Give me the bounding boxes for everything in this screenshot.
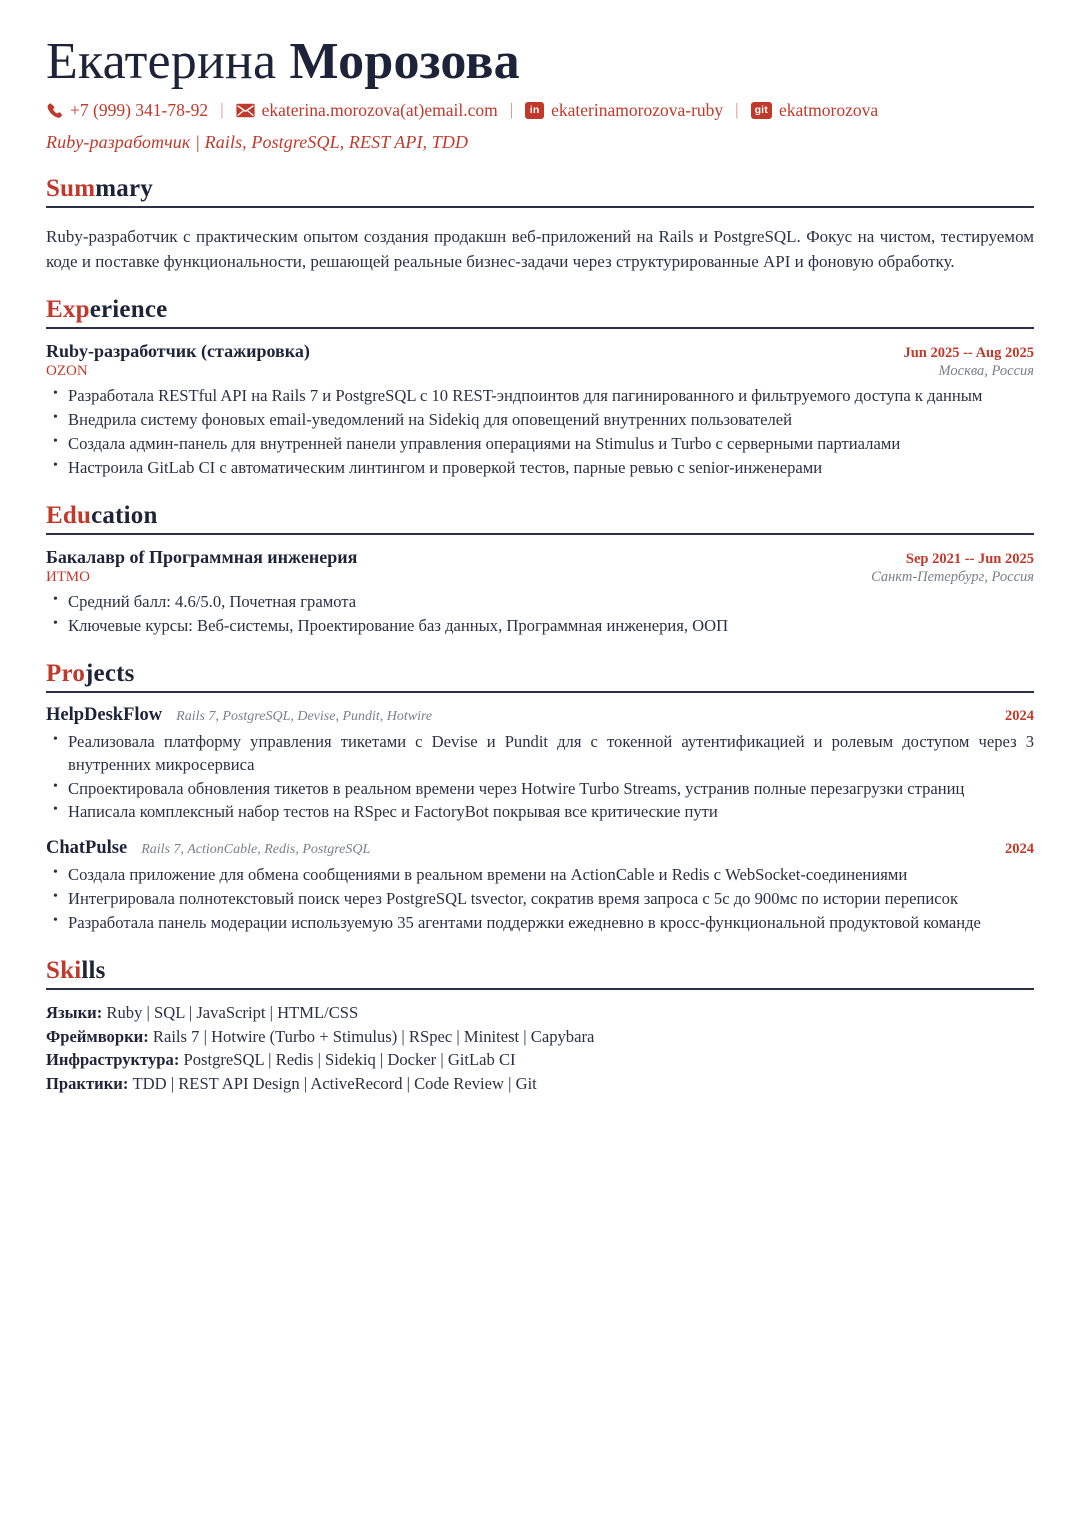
project-stack: Rails 7, PostgreSQL, Devise, Pundit, Hotwire [176, 708, 433, 724]
project-stack: Rails 7, ActionCable, Redis, PostgreSQL [141, 842, 371, 858]
list-item: • Внедрила систему фоновых email-уведомлений на Sidekiq для оповещений внутренних пользователей [46, 409, 1034, 432]
project-name: HelpDeskFlow [46, 704, 163, 725]
section-experience [46, 296, 1034, 480]
resume-header [46, 34, 1034, 153]
school-name: ИТМО [46, 569, 90, 585]
list-item: • Настроила GitLab CI с автоматическим линтингом и проверкой тестов, парные ревью с senior-инженерами [46, 457, 1034, 480]
degree-dates: Sep 2021 -- Jun 2025 [905, 551, 1034, 567]
project-year: 2024 [1005, 707, 1034, 724]
section-title-rest: cation [91, 502, 158, 529]
phone-icon [46, 102, 63, 119]
summary-text: Ruby-разработчик с практическим опытом создания продакшн веб-приложений на Rails и PostgreSQL. Фокус на чистом, тестируемом коде и поставке функциональности, решающей реальные бизнес-задачи через структурированные API и фоновую обработку. [46, 227, 1034, 271]
section-title-projects [46, 660, 1034, 688]
list-item: • Создала приложение для обмена сообщениями в реальном времени на ActionCable и Redis с WebSocket-соединениями [46, 864, 1034, 887]
skill-category: Инфраструктура: [46, 1050, 180, 1070]
contact-separator-3: | [735, 100, 739, 120]
skill-values: TDD | REST API Design | ActiveRecord | Code Review | Git [132, 1073, 537, 1093]
candidate-name [46, 34, 1034, 90]
contact-phone-text: +7 (999) 341-78-92 [70, 100, 209, 121]
contact-phone[interactable] [46, 100, 208, 121]
school-location: Санкт-Петербург, Россия [871, 569, 1034, 585]
skill-category: Языки: [46, 1003, 103, 1023]
list-item: • Разработала панель модерации используемую 35 агентами поддержки ежедневно в кросс-функциональной продуктовой команде [46, 912, 1034, 935]
skill-category: Практики: [46, 1073, 129, 1093]
section-title-highlight: Edu [46, 502, 92, 529]
contact-linkedin-text: ekaterinamorozova-ruby [551, 100, 724, 121]
envelope-icon [236, 103, 255, 118]
section-title-highlight: Sum [46, 175, 96, 203]
section-rule [46, 988, 1034, 990]
git-icon: git [751, 102, 772, 119]
section-title-highlight: Pro [46, 659, 86, 687]
education-bullets [46, 591, 1034, 638]
contact-separator-1: | [220, 100, 224, 120]
education-entry-head [46, 547, 1034, 568]
skill-values: Ruby | SQL | JavaScript | HTML/CSS [106, 1003, 359, 1023]
section-title-rest: jects [85, 659, 135, 687]
skill-category: Фреймворки: [46, 1026, 149, 1046]
section-education [46, 502, 1034, 638]
section-title-rest: mary [95, 175, 153, 203]
section-title-rest: erience [89, 296, 168, 324]
section-title-rest: lls [81, 957, 106, 985]
list-item: • Спроектировала обновления тикетов в реальном времени через Hotwire Turbo Streams, устранив полные перезагрузки страниц [46, 778, 1034, 801]
section-skills [46, 957, 1034, 1095]
list-item: • Реализовала платформу управления тикетами с Devise и Pundit для с токенной аутентификацией и ролевым доступом через 3 внутренних микросервиса [46, 731, 1034, 777]
experience-entry [46, 341, 1034, 480]
project-entry-head [46, 838, 1034, 859]
project-entry [46, 838, 1034, 935]
degree-title: Бакалавр of Программная инженерия [46, 547, 358, 567]
contact-linkedin[interactable] [525, 100, 723, 121]
section-rule [46, 206, 1034, 208]
section-rule [46, 327, 1034, 329]
headline-tagline: Ruby-разработчик | Rails, PostgreSQL, REST API, TDD [46, 132, 469, 153]
skill-row [46, 1049, 1034, 1072]
contact-email[interactable] [236, 100, 498, 121]
skills-list [46, 1002, 1034, 1095]
section-title-experience [46, 296, 1034, 324]
job-title: Ruby-разработчик (стажировка) [46, 341, 310, 362]
project-bullets [46, 731, 1034, 825]
section-summary [46, 175, 1034, 274]
contact-line [46, 100, 1034, 121]
education-entry [46, 547, 1034, 638]
section-title-summary [46, 175, 1034, 203]
section-rule [46, 533, 1034, 535]
skill-values: PostgreSQL | Redis | Sidekiq | Docker | GitLab CI [183, 1050, 516, 1070]
job-dates: Jun 2025 -- Aug 2025 [903, 345, 1034, 362]
contact-email-text: ekaterina.morozova(at)email.com [261, 100, 498, 121]
section-projects [46, 660, 1034, 935]
section-title-highlight: Exp [46, 296, 90, 324]
project-heading-group [46, 705, 432, 726]
job-company: OZON [46, 363, 88, 380]
list-item: • Интегрировала полнотекстовый поиск через PostgreSQL tsvector, сократив время запроса с 5с до 900мс по истории переписок [46, 888, 1034, 911]
family-name: Морозова [289, 33, 520, 90]
section-title-skills [46, 957, 1034, 985]
skill-row [46, 1002, 1034, 1025]
section-rule [46, 691, 1034, 693]
list-item: • Средний балл: 4.6/5.0, Почетная грамота [46, 591, 1034, 614]
skill-row [46, 1026, 1034, 1049]
project-entry [46, 705, 1034, 825]
skill-row [46, 1073, 1034, 1096]
experience-entry-sub [46, 363, 1034, 380]
linkedin-icon: in [525, 102, 544, 119]
project-name: ChatPulse [46, 838, 128, 859]
contact-git[interactable] [751, 100, 879, 121]
list-item: • Разработала RESTful API на Rails 7 и PostgreSQL с 10 REST-эндпоинтов для пагинированного и фильтруемого доступа к данным [46, 385, 1034, 408]
contact-git-text: ekatmorozova [779, 100, 879, 121]
project-year: 2024 [1005, 841, 1034, 858]
project-bullets [46, 864, 1034, 935]
list-item: • Ключевые курсы: Веб-системы, Проектирование баз данных, Программная инженерия, ООП [46, 615, 1034, 638]
job-bullets [46, 385, 1034, 480]
contact-separator-2: | [509, 100, 514, 120]
job-location: Москва, Россия [938, 363, 1034, 380]
section-title-education [46, 502, 1034, 530]
list-item: • Написала комплексный набор тестов на RSpec и FactoryBot покрывая все критические пути [46, 801, 1034, 824]
project-entry-head [46, 705, 1034, 726]
skill-values: Rails 7 | Hotwire (Turbo + Stimulus) | RSpec | Minitest | Capybara [152, 1026, 595, 1046]
section-title-highlight: Ski [46, 957, 82, 985]
given-name: Екатерина [46, 33, 277, 90]
list-item: • Создала админ-панель для внутренней панели управления операциями на Stimulus и Turbo с серверными партиалами [46, 433, 1034, 456]
experience-entry-head [46, 341, 1034, 362]
project-heading-group [46, 838, 370, 859]
education-entry-sub [46, 569, 1034, 586]
